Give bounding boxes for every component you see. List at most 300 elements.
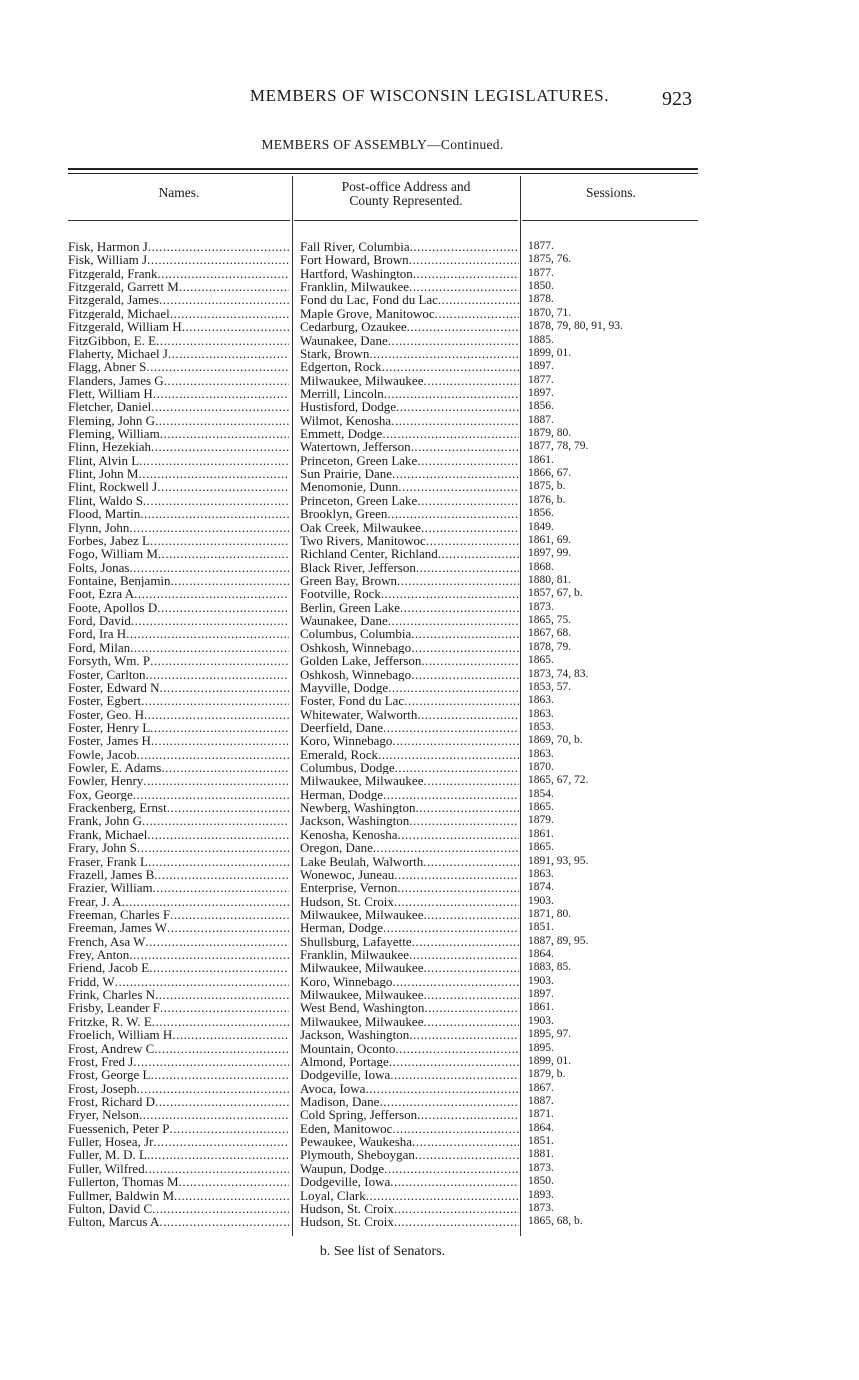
member-address-cell	[300, 307, 519, 320]
member-address-cell	[300, 1082, 519, 1095]
member-address: Almond, Portage	[300, 1054, 389, 1069]
member-name: Fletcher, Daniel	[68, 400, 152, 414]
member-address: Golden Lake, Jefferson	[300, 654, 422, 668]
member-address: Fond du Lac, Fond du Lac	[300, 293, 438, 307]
member-sessions: 1863.	[528, 694, 554, 707]
member-name: Folts, Jonas	[68, 560, 130, 574]
member-sessions: 1866, 67.	[528, 467, 572, 480]
member-name: Frisby, Leander F	[68, 1001, 160, 1015]
member-sessions: 1861.	[528, 453, 554, 466]
table-row	[0, 280, 859, 293]
member-sessions: 1895.	[528, 1041, 554, 1054]
member-sessions: 1893.	[528, 1188, 554, 1201]
member-name-cell	[68, 1135, 289, 1148]
member-address-cell	[300, 253, 519, 266]
member-address-cell	[300, 627, 519, 640]
member-name-cell	[68, 1015, 289, 1028]
member-sessions: 1875, 76.	[528, 253, 572, 266]
member-name: Fuller, Wilfred	[68, 1161, 145, 1176]
member-sessions: 1897.	[528, 386, 554, 399]
table-row	[0, 748, 859, 761]
member-name-cell	[68, 507, 289, 520]
member-name-cell	[68, 708, 289, 721]
member-name: Fleming, John G	[68, 413, 156, 428]
table-row	[0, 494, 859, 507]
member-sessions: 1867.	[528, 1081, 554, 1094]
table-row	[0, 1202, 859, 1215]
member-name-cell	[68, 1122, 289, 1135]
table-row	[0, 1001, 859, 1014]
table-row	[0, 1015, 859, 1028]
member-name: Flynn, John	[68, 520, 130, 534]
member-address-cell	[300, 1122, 519, 1135]
member-name-cell	[68, 521, 289, 534]
member-name-cell	[68, 627, 289, 640]
member-sessions: 1879, b.	[528, 1068, 566, 1081]
member-address: Newberg, Washington	[300, 801, 416, 815]
member-name-cell	[68, 961, 289, 974]
member-address: Eden, Manitowoc	[300, 1121, 393, 1136]
member-address: Hartford, Washington	[300, 266, 413, 281]
table-row	[0, 374, 859, 387]
member-address: Columbus, Dodge	[300, 761, 395, 775]
member-name: Fitzgerald, James	[68, 293, 159, 307]
member-address: Franklin, Milwaukee	[300, 948, 410, 962]
member-name: Fisk, Harmon J	[68, 240, 148, 254]
member-name-cell	[68, 587, 289, 600]
member-address: Milwaukee, Milwaukee	[300, 373, 424, 387]
member-sessions: 1867, 68.	[528, 627, 572, 640]
table-row	[0, 320, 859, 333]
table-row	[0, 547, 859, 560]
table-row	[0, 734, 859, 747]
member-sessions: 1856.	[528, 400, 554, 413]
member-sessions: 1861.	[528, 1001, 554, 1014]
table-row	[0, 694, 859, 707]
column-header-address	[294, 180, 518, 208]
member-address-cell	[300, 414, 519, 427]
table-row	[0, 814, 859, 827]
member-name: French, Asa W	[68, 934, 146, 949]
member-address: Enterprise, Vernon	[300, 881, 398, 895]
table-row	[0, 788, 859, 801]
member-name: Fowler, E. Adams	[68, 761, 162, 775]
header-rule-address	[294, 220, 518, 221]
member-name: Flood, Martin	[68, 507, 141, 521]
member-name: Frost, Andrew C	[68, 1041, 155, 1055]
member-address: Cedarburg, Ozaukee	[300, 320, 407, 334]
member-name: Flett, William H	[68, 386, 153, 401]
member-name-cell	[68, 1148, 289, 1161]
member-name-cell	[68, 748, 289, 761]
member-name-cell	[68, 681, 289, 694]
member-address-cell	[300, 881, 519, 894]
table-row	[0, 961, 859, 974]
member-address-cell	[300, 467, 519, 480]
member-address: Kenosha, Kenosha	[300, 827, 398, 842]
member-sessions: 1897, 99.	[528, 547, 572, 560]
member-address: Princeton, Green Lake	[300, 493, 418, 508]
member-name: Froelich, William H	[68, 1028, 173, 1042]
member-sessions: 1903.	[528, 894, 554, 907]
member-name-cell	[68, 1082, 289, 1095]
member-name: Flagg, Abner S	[68, 360, 147, 374]
member-address: West Bend, Washington	[300, 1001, 425, 1015]
table-row	[0, 1068, 859, 1081]
member-address: Wilmot, Kenosha	[300, 413, 392, 428]
member-name: Fulton, David C	[68, 1201, 153, 1216]
member-address: Loyal, Clark	[300, 1188, 366, 1202]
member-name-cell	[68, 948, 289, 961]
member-address-cell	[300, 908, 519, 921]
member-name: Flanders, James G	[68, 373, 164, 387]
member-address-cell	[300, 574, 519, 587]
member-name-cell	[68, 1189, 289, 1202]
member-address: Milwaukee, Milwaukee	[300, 907, 424, 922]
column-header-address-line2: County Represented.	[349, 193, 463, 208]
member-address: Hudson, St. Croix	[300, 1215, 394, 1229]
member-name-cell	[68, 454, 289, 467]
member-address: Franklin, Milwaukee	[300, 280, 410, 294]
table-row	[0, 721, 859, 734]
table-row	[0, 708, 859, 721]
member-name: Fitzgerald, Garrett M	[68, 280, 179, 294]
member-address-cell	[300, 1175, 519, 1188]
member-name-cell	[68, 614, 289, 627]
table-row	[0, 1108, 859, 1121]
member-address: Stark, Brown	[300, 346, 370, 361]
member-name-cell	[68, 494, 289, 507]
table-row	[0, 574, 859, 587]
member-name: Foster, Carlton	[68, 667, 146, 681]
member-address-cell	[300, 761, 519, 774]
member-name: Fleming, William	[68, 427, 160, 441]
member-name-cell	[68, 828, 289, 841]
table-row	[0, 895, 859, 908]
member-sessions: 1857, 67, b.	[528, 587, 583, 600]
table-row	[0, 774, 859, 787]
member-name: Ford, Milan	[68, 640, 131, 655]
member-address-cell	[300, 948, 519, 961]
member-address-cell	[300, 814, 519, 827]
page-title: MEMBERS OF WISCONSIN LEGISLATURES.	[249, 86, 610, 105]
member-name: Flaherty, Michael J	[68, 346, 168, 361]
member-sessions: 1877.	[528, 373, 554, 386]
member-address: Fort Howard, Brown	[300, 253, 409, 267]
member-sessions: 1853, 57.	[528, 680, 572, 693]
member-name-cell	[68, 1055, 289, 1068]
member-address-cell	[300, 1001, 519, 1014]
member-name: Friend, Jacob E	[68, 961, 150, 975]
member-sessions: 1851.	[528, 921, 554, 934]
member-name-cell	[68, 881, 289, 894]
member-address-cell	[300, 494, 519, 507]
member-name-cell	[68, 721, 289, 734]
member-address: Koro, Winnebago	[300, 974, 393, 989]
member-address-cell	[300, 921, 519, 934]
member-name-cell	[68, 293, 289, 306]
table-row	[0, 347, 859, 360]
member-address-cell	[300, 293, 519, 306]
member-name-cell	[68, 935, 289, 948]
member-address-cell	[300, 1162, 519, 1175]
member-name: FitzGibbon, E. E	[68, 333, 157, 347]
member-sessions: 1878, 79.	[528, 640, 572, 653]
member-address-cell	[300, 374, 519, 387]
member-address: Deerfield, Dane	[300, 720, 384, 735]
member-address-cell	[300, 521, 519, 534]
member-name-cell	[68, 1215, 289, 1228]
member-address: Sun Prairie, Dane	[300, 467, 393, 481]
table-row	[0, 521, 859, 534]
member-sessions: 1878, 79, 80, 91, 93.	[528, 320, 623, 333]
table-row	[0, 561, 859, 574]
member-address-cell	[300, 1028, 519, 1041]
column-header-names: Names.	[158, 185, 200, 200]
member-sessions: 1854.	[528, 787, 554, 800]
members-table	[0, 240, 859, 1229]
member-name: Fitzgerald, Frank	[68, 266, 158, 281]
member-address: Plymouth, Sheboygan	[300, 1148, 415, 1162]
member-address-cell	[300, 1108, 519, 1121]
member-name-cell	[68, 641, 289, 654]
table-row	[0, 400, 859, 413]
member-name-cell	[68, 547, 289, 560]
member-name: Foote, Apollos D	[68, 600, 158, 615]
member-name: Fuller, Hosea, Jr	[68, 1135, 154, 1149]
member-name-cell	[68, 253, 289, 266]
member-name-cell	[68, 480, 289, 493]
member-name-cell	[68, 895, 289, 908]
member-name: Fryer, Nelson	[68, 1108, 139, 1122]
member-name-cell	[68, 374, 289, 387]
member-name-cell	[68, 988, 289, 1001]
member-address: Maple Grove, Manitowoc	[300, 306, 435, 321]
member-address: Green Bay, Brown	[300, 573, 397, 588]
member-address-cell	[300, 547, 519, 560]
member-name: Flint, Waldo S	[68, 493, 143, 508]
member-name: Fraser, Frank L	[68, 854, 148, 868]
table-row	[0, 614, 859, 627]
member-sessions: 1899, 01.	[528, 346, 572, 359]
member-address-cell	[300, 1189, 519, 1202]
member-sessions: 1863.	[528, 747, 554, 760]
member-sessions: 1849.	[528, 520, 554, 533]
member-name: Fritzke, R. W. E	[68, 1014, 152, 1029]
member-name-cell	[68, 240, 289, 253]
member-address-cell	[300, 1135, 519, 1148]
member-address: Milwaukee, Milwaukee	[300, 774, 424, 788]
table-row	[0, 1175, 859, 1188]
member-sessions: 1870.	[528, 761, 554, 774]
member-name: Flint, John M	[68, 467, 139, 481]
member-sessions: 1883, 85.	[528, 961, 572, 974]
member-address-cell	[300, 440, 519, 453]
member-address: Milwaukee, Milwaukee	[300, 988, 424, 1002]
member-sessions: 1877.	[528, 266, 554, 279]
member-address-cell	[300, 454, 519, 467]
member-address: Hudson, St. Croix	[300, 894, 394, 908]
member-address-cell	[300, 961, 519, 974]
member-name: Fox, George	[68, 787, 133, 802]
member-address: Herman, Dodge	[300, 921, 384, 935]
member-name: Foot, Ezra A	[68, 587, 135, 601]
member-address: Hudson, St. Croix	[300, 1201, 394, 1216]
member-address: Hustisford, Dodge	[300, 400, 397, 414]
table-row	[0, 1028, 859, 1041]
member-address-cell	[300, 748, 519, 761]
member-address: Koro, Winnebago	[300, 734, 393, 748]
table-row	[0, 761, 859, 774]
member-name: Flint, Rockwell J	[68, 480, 158, 494]
member-address-cell	[300, 708, 519, 721]
table-row	[0, 1042, 859, 1055]
table-row	[0, 921, 859, 934]
member-address-cell	[300, 587, 519, 600]
member-name: Fullmer, Baldwin M	[68, 1188, 175, 1202]
member-address: Waunakee, Dane	[300, 333, 388, 347]
member-name-cell	[68, 654, 289, 667]
table-row	[0, 627, 859, 640]
table-row	[0, 881, 859, 894]
member-address: Wonewoc, Juneau	[300, 867, 395, 882]
member-sessions: 1879.	[528, 814, 554, 827]
member-name: Frank, John G	[68, 814, 143, 828]
member-address-cell	[300, 1215, 519, 1228]
member-name: Frost, Fred J	[68, 1054, 134, 1069]
member-name: Frazier, William	[68, 881, 153, 895]
member-address: Dodgeville, Iowa	[300, 1068, 391, 1082]
table-row	[0, 440, 859, 453]
member-sessions: 1877, 78, 79.	[528, 440, 589, 453]
member-address-cell	[300, 855, 519, 868]
member-sessions: 1865.	[528, 801, 554, 814]
member-address-cell	[300, 347, 519, 360]
member-address: Emmett, Dodge	[300, 427, 383, 441]
member-sessions: 1865, 67, 72.	[528, 774, 589, 787]
member-sessions: 1881.	[528, 1148, 554, 1161]
member-name: Foster, Egbert	[68, 694, 142, 708]
member-address-cell	[300, 614, 519, 627]
member-name: Forbes, Jabez L	[68, 533, 150, 548]
member-sessions: 1871, 80.	[528, 907, 572, 920]
member-address: Menomonie, Dunn	[300, 480, 399, 494]
table-row	[0, 935, 859, 948]
member-address-cell	[300, 561, 519, 574]
member-address-cell	[300, 320, 519, 333]
member-address: Fall River, Columbia	[300, 240, 410, 254]
member-name: Fridd, W	[68, 974, 115, 989]
member-sessions: 1864.	[528, 1121, 554, 1134]
table-row	[0, 1055, 859, 1068]
member-address: Footville, Rock	[300, 587, 381, 601]
member-name-cell	[68, 1175, 289, 1188]
member-name: Frost, Joseph	[68, 1081, 137, 1096]
member-address-cell	[300, 1068, 519, 1081]
table-row	[0, 1215, 859, 1228]
member-address: Two Rivers, Manitowoc	[300, 533, 426, 548]
table-row	[0, 908, 859, 921]
member-name-cell	[68, 1068, 289, 1081]
table-row	[0, 240, 859, 253]
member-name-cell	[68, 414, 289, 427]
member-address: Cold Spring, Jefferson	[300, 1108, 418, 1122]
member-name-cell	[68, 921, 289, 934]
member-address: Mayville, Dodge	[300, 680, 389, 695]
member-name-cell	[68, 855, 289, 868]
member-address-cell	[300, 280, 519, 293]
member-address: Avoca, Iowa	[300, 1081, 366, 1096]
member-name-cell	[68, 440, 289, 453]
table-row	[0, 668, 859, 681]
member-name: Ford, Ira H	[68, 627, 127, 641]
member-address-cell	[300, 975, 519, 988]
member-address-cell	[300, 801, 519, 814]
member-sessions: 1873.	[528, 600, 554, 613]
member-address-cell	[300, 1042, 519, 1055]
member-address: Madison, Dane	[300, 1095, 380, 1109]
table-row	[0, 360, 859, 373]
member-name: Forsyth, Wm. P	[68, 654, 151, 668]
member-address: Lake Beulah, Walworth	[300, 854, 424, 868]
member-name: Frackenberg, Ernst	[68, 801, 167, 815]
table-row	[0, 307, 859, 320]
table-row	[0, 587, 859, 600]
member-sessions: 1853.	[528, 720, 554, 733]
member-name-cell	[68, 1202, 289, 1215]
member-name: Foster, Geo. H	[68, 707, 145, 721]
table-row	[0, 387, 859, 400]
table-row	[0, 988, 859, 1001]
table-row	[0, 841, 859, 854]
table-row	[0, 948, 859, 961]
member-address-cell	[300, 988, 519, 1001]
member-sessions: 1870, 71.	[528, 306, 572, 319]
member-address-cell	[300, 427, 519, 440]
member-sessions: 1903.	[528, 1014, 554, 1027]
member-name: Fontaine, Benjamin	[68, 573, 171, 588]
table-row	[0, 1095, 859, 1108]
table-row	[0, 828, 859, 841]
member-name: Fowle, Jacob	[68, 747, 137, 762]
member-name-cell	[68, 427, 289, 440]
member-address: Milwaukee, Milwaukee	[300, 961, 424, 975]
member-name: Frazell, James B	[68, 867, 155, 882]
member-address: Oak Creek, Milwaukee	[300, 520, 421, 534]
member-address: Foster, Fond du Lac	[300, 694, 405, 708]
member-name: Frost, Richard D	[68, 1095, 156, 1109]
member-address: Whitewater, Walworth	[300, 707, 418, 721]
table-top-rule-thick	[68, 168, 698, 170]
member-name-cell	[68, 1162, 289, 1175]
member-sessions: 1885.	[528, 333, 554, 346]
member-sessions: 1876, b.	[528, 493, 566, 506]
member-sessions: 1850.	[528, 1175, 554, 1188]
member-name: Fuessenich, Peter P	[68, 1121, 170, 1136]
member-name: Foster, Henry L	[68, 720, 151, 735]
table-row	[0, 414, 859, 427]
member-sessions: 1850.	[528, 280, 554, 293]
member-address-cell	[300, 267, 519, 280]
member-name: Foster, Edward N	[68, 680, 160, 695]
member-sessions: 1879, 80.	[528, 427, 572, 440]
member-sessions: 1869, 70, b.	[528, 734, 583, 747]
member-name-cell	[68, 1028, 289, 1041]
member-address: Columbus, Columbia	[300, 627, 412, 641]
member-name-cell	[68, 561, 289, 574]
member-address-cell	[300, 774, 519, 787]
member-name-cell	[68, 788, 289, 801]
